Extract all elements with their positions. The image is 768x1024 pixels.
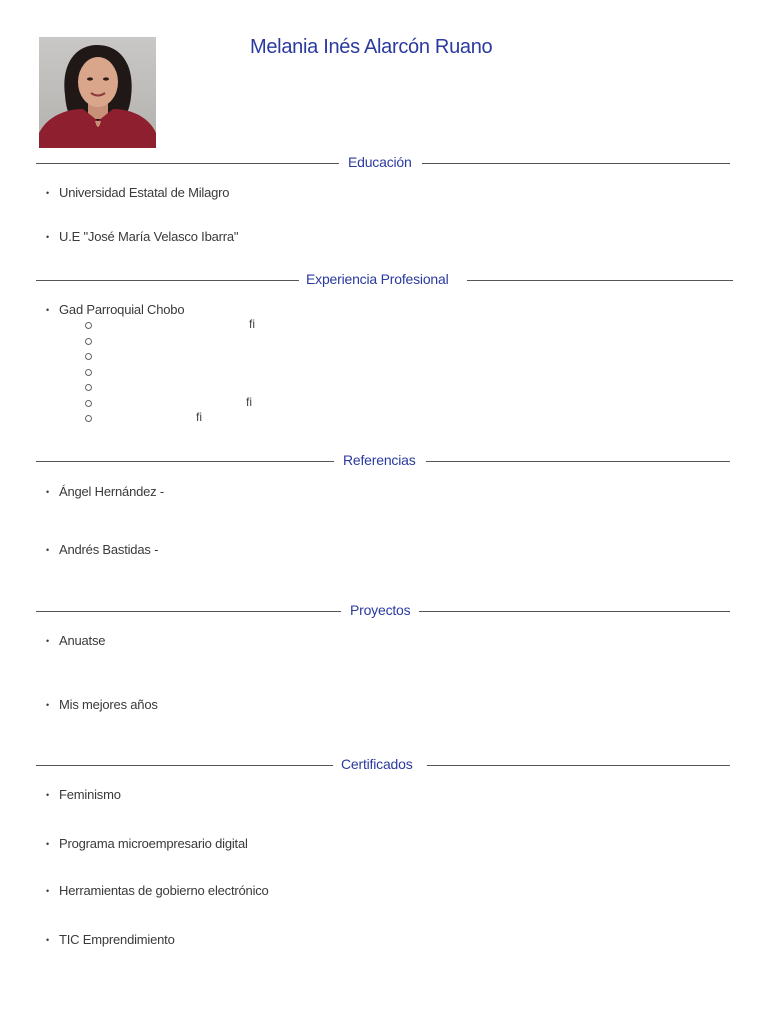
sub-list-item [85,383,92,394]
list-item: • Andrés Bastidas - [46,542,159,557]
sub-list-item: fi [85,399,92,410]
section-header-projects [36,602,730,622]
section-header-references [36,452,730,472]
section-title: Referencias [343,452,416,468]
section-title: Proyectos [350,602,411,618]
list-item: • Universidad Estatal de Milagro [46,185,230,200]
profile-photo [39,37,156,148]
sub-list-item [85,337,92,348]
candidate-name: Melania Inés Alarcón Ruano [250,36,493,58]
section-header-experience [36,271,733,291]
list-item: • U.E "José María Velasco Ibarra" [46,229,239,244]
sub-list-item [85,352,92,363]
section-title: Experiencia Profesional [306,271,449,287]
sub-list-item [85,368,92,379]
section-title: Certificados [341,756,413,772]
section-header-certificates [36,756,730,776]
sub-list-item: fi [85,414,92,425]
list-item: • Ángel Hernández - [46,484,164,499]
list-item: • Herramientas de gobierno electrónico [46,883,269,898]
list-item: • Anuatse [46,633,106,648]
list-item: • Feminismo [46,787,121,802]
list-item: • TIC Emprendimiento [46,932,175,947]
section-header-education [36,154,730,174]
section-title: Educación [348,154,412,170]
list-item: • Mis mejores años [46,697,158,712]
list-item: • Gad Parroquial Chobo [46,302,185,317]
sub-list-item: fi [85,321,92,332]
list-item: • Programa microempresario digital [46,836,248,851]
